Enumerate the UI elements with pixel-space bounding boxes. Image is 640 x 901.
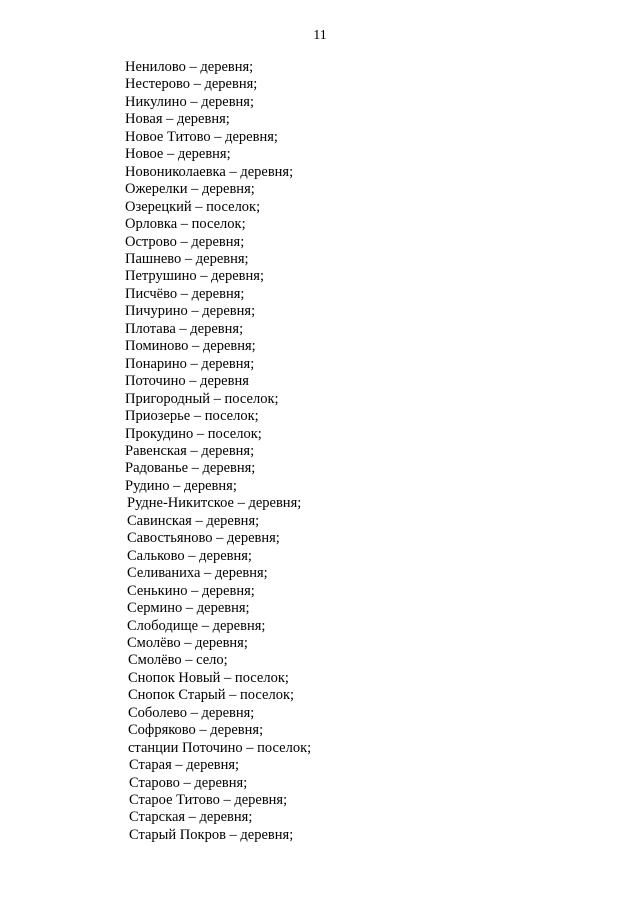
- list-item: Новое – деревня;: [125, 146, 231, 163]
- list-item: Приозерье – поселок;: [125, 408, 259, 425]
- list-item: Ожерелки – деревня;: [125, 181, 255, 198]
- settlement-list: [125, 59, 311, 844]
- list-item: Ненилово – деревня;: [125, 59, 254, 75]
- list-item: Равенская – деревня;: [125, 442, 255, 459]
- list-item: Радованье – деревня;: [125, 460, 256, 477]
- list-item: Сальково – деревня;: [127, 547, 252, 564]
- list-item: станции Поточино – поселок;: [128, 739, 312, 756]
- list-item: Новое Титово – деревня;: [125, 128, 278, 145]
- page-number: 11: [313, 28, 327, 43]
- list-item: Пригородный – поселок;: [125, 390, 279, 407]
- list-item: Смолёво – деревня;: [127, 634, 248, 651]
- list-item: Пичурино – деревня;: [125, 303, 256, 320]
- list-item: Писчёво – деревня;: [125, 285, 245, 302]
- list-item: Снопок Старый – поселок;: [128, 687, 295, 704]
- list-item: Старое Титово – деревня;: [129, 792, 288, 809]
- list-item: Слободище – деревня;: [127, 617, 266, 634]
- list-item: Старово – деревня;: [129, 774, 248, 791]
- list-item: Старый Покров – деревня;: [129, 826, 294, 843]
- list-item: Понарино – деревня;: [125, 355, 255, 372]
- list-item: Софряково – деревня;: [128, 722, 264, 739]
- list-item: Пашнево – деревня;: [125, 250, 249, 267]
- list-item: Смолёво – село;: [128, 652, 228, 669]
- list-item: Озерецкий – поселок;: [125, 198, 261, 215]
- list-item: Старая – деревня;: [129, 757, 240, 774]
- list-item: Рудне-Никитское – деревня;: [127, 495, 302, 512]
- list-item: Плотава – деревня;: [125, 320, 244, 337]
- list-item: Поточино – деревня: [125, 373, 249, 390]
- list-item: Никулино – деревня;: [125, 93, 254, 110]
- list-item: Орловка – поселок;: [125, 216, 246, 233]
- list-item: Савостьяново – деревня;: [127, 530, 280, 547]
- list-item: Острово – деревня;: [125, 233, 245, 250]
- list-item: Новониколаевка – деревня;: [125, 163, 294, 180]
- list-item: Прокудино – поселок;: [125, 425, 262, 442]
- list-item: Сенькино – деревня;: [127, 582, 255, 599]
- list-item: Новая – деревня;: [125, 111, 230, 128]
- list-item: Поминово – деревня;: [125, 338, 256, 355]
- list-item: Петрушино – деревня;: [125, 268, 264, 285]
- list-item: Старская – деревня;: [129, 809, 253, 826]
- list-item: Снопок Новый – поселок;: [128, 669, 289, 686]
- list-item: Рудино – деревня;: [125, 477, 237, 494]
- list-item: Селиваниха – деревня;: [127, 565, 268, 582]
- list-item: Сермино – деревня;: [127, 600, 250, 617]
- list-item: Соболево – деревня;: [128, 704, 255, 721]
- list-item: Савинская – деревня;: [127, 512, 260, 529]
- list-item: Нестерово – деревня;: [125, 76, 258, 93]
